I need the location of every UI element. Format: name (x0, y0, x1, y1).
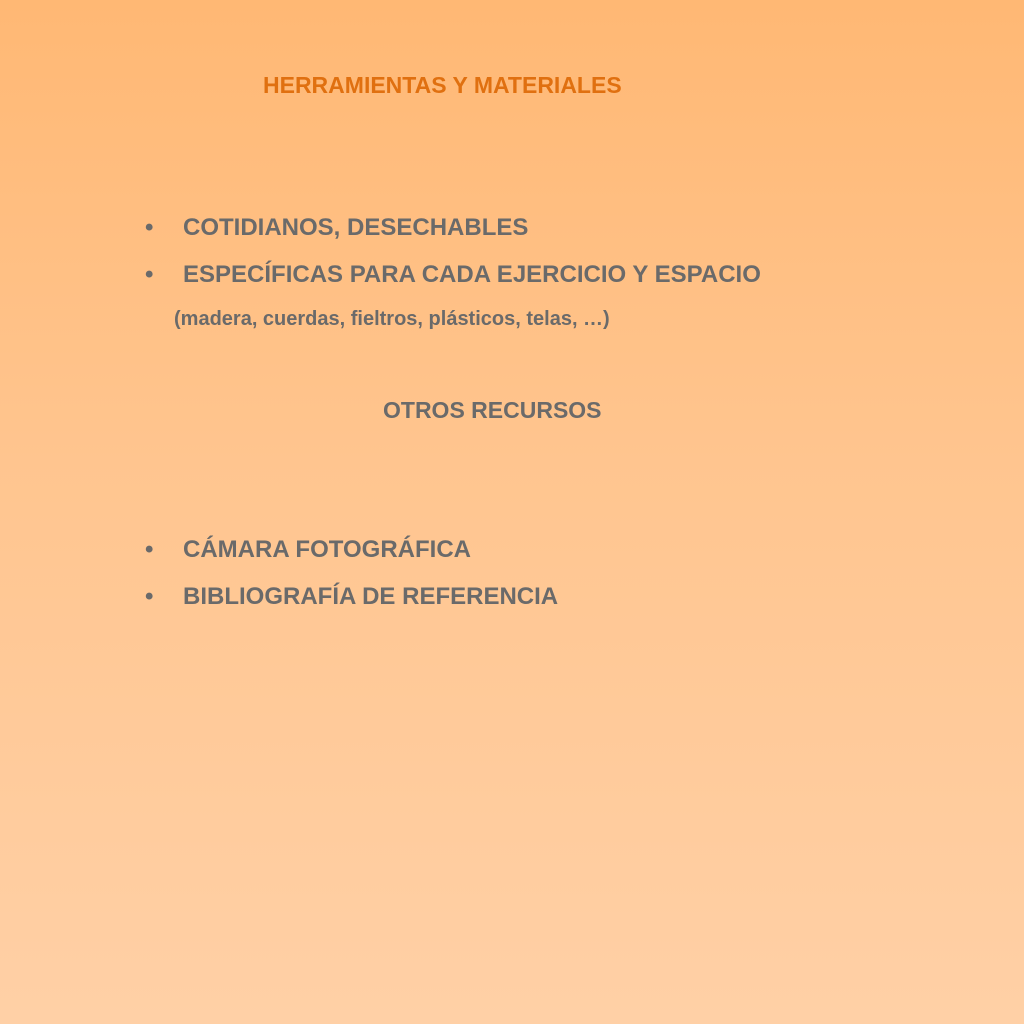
list-item (145, 261, 761, 289)
list-item-label: COTIDIANOS, DESECHABLES (183, 214, 529, 241)
bullet-icon: • (145, 261, 154, 288)
list-item-label: ESPECÍFICAS PARA CADA EJERCICIO Y ESPACIO (183, 261, 761, 288)
bullet-icon: • (145, 214, 154, 241)
section-title-other-resources: OTROS RECURSOS (383, 397, 602, 423)
list-item (145, 214, 528, 242)
list-item (145, 536, 471, 564)
list-item-label: CÁMARA FOTOGRÁFICA (183, 536, 471, 563)
bullet-icon: • (145, 583, 154, 610)
bullet-icon: • (145, 536, 154, 563)
materials-note: (madera, cuerdas, fieltros, plásticos, telas, …) (174, 308, 610, 330)
list-item (145, 583, 558, 611)
slide-title: HERRAMIENTAS Y MATERIALES (263, 72, 622, 98)
list-item-label: BIBLIOGRAFÍA DE REFERENCIA (183, 583, 559, 610)
